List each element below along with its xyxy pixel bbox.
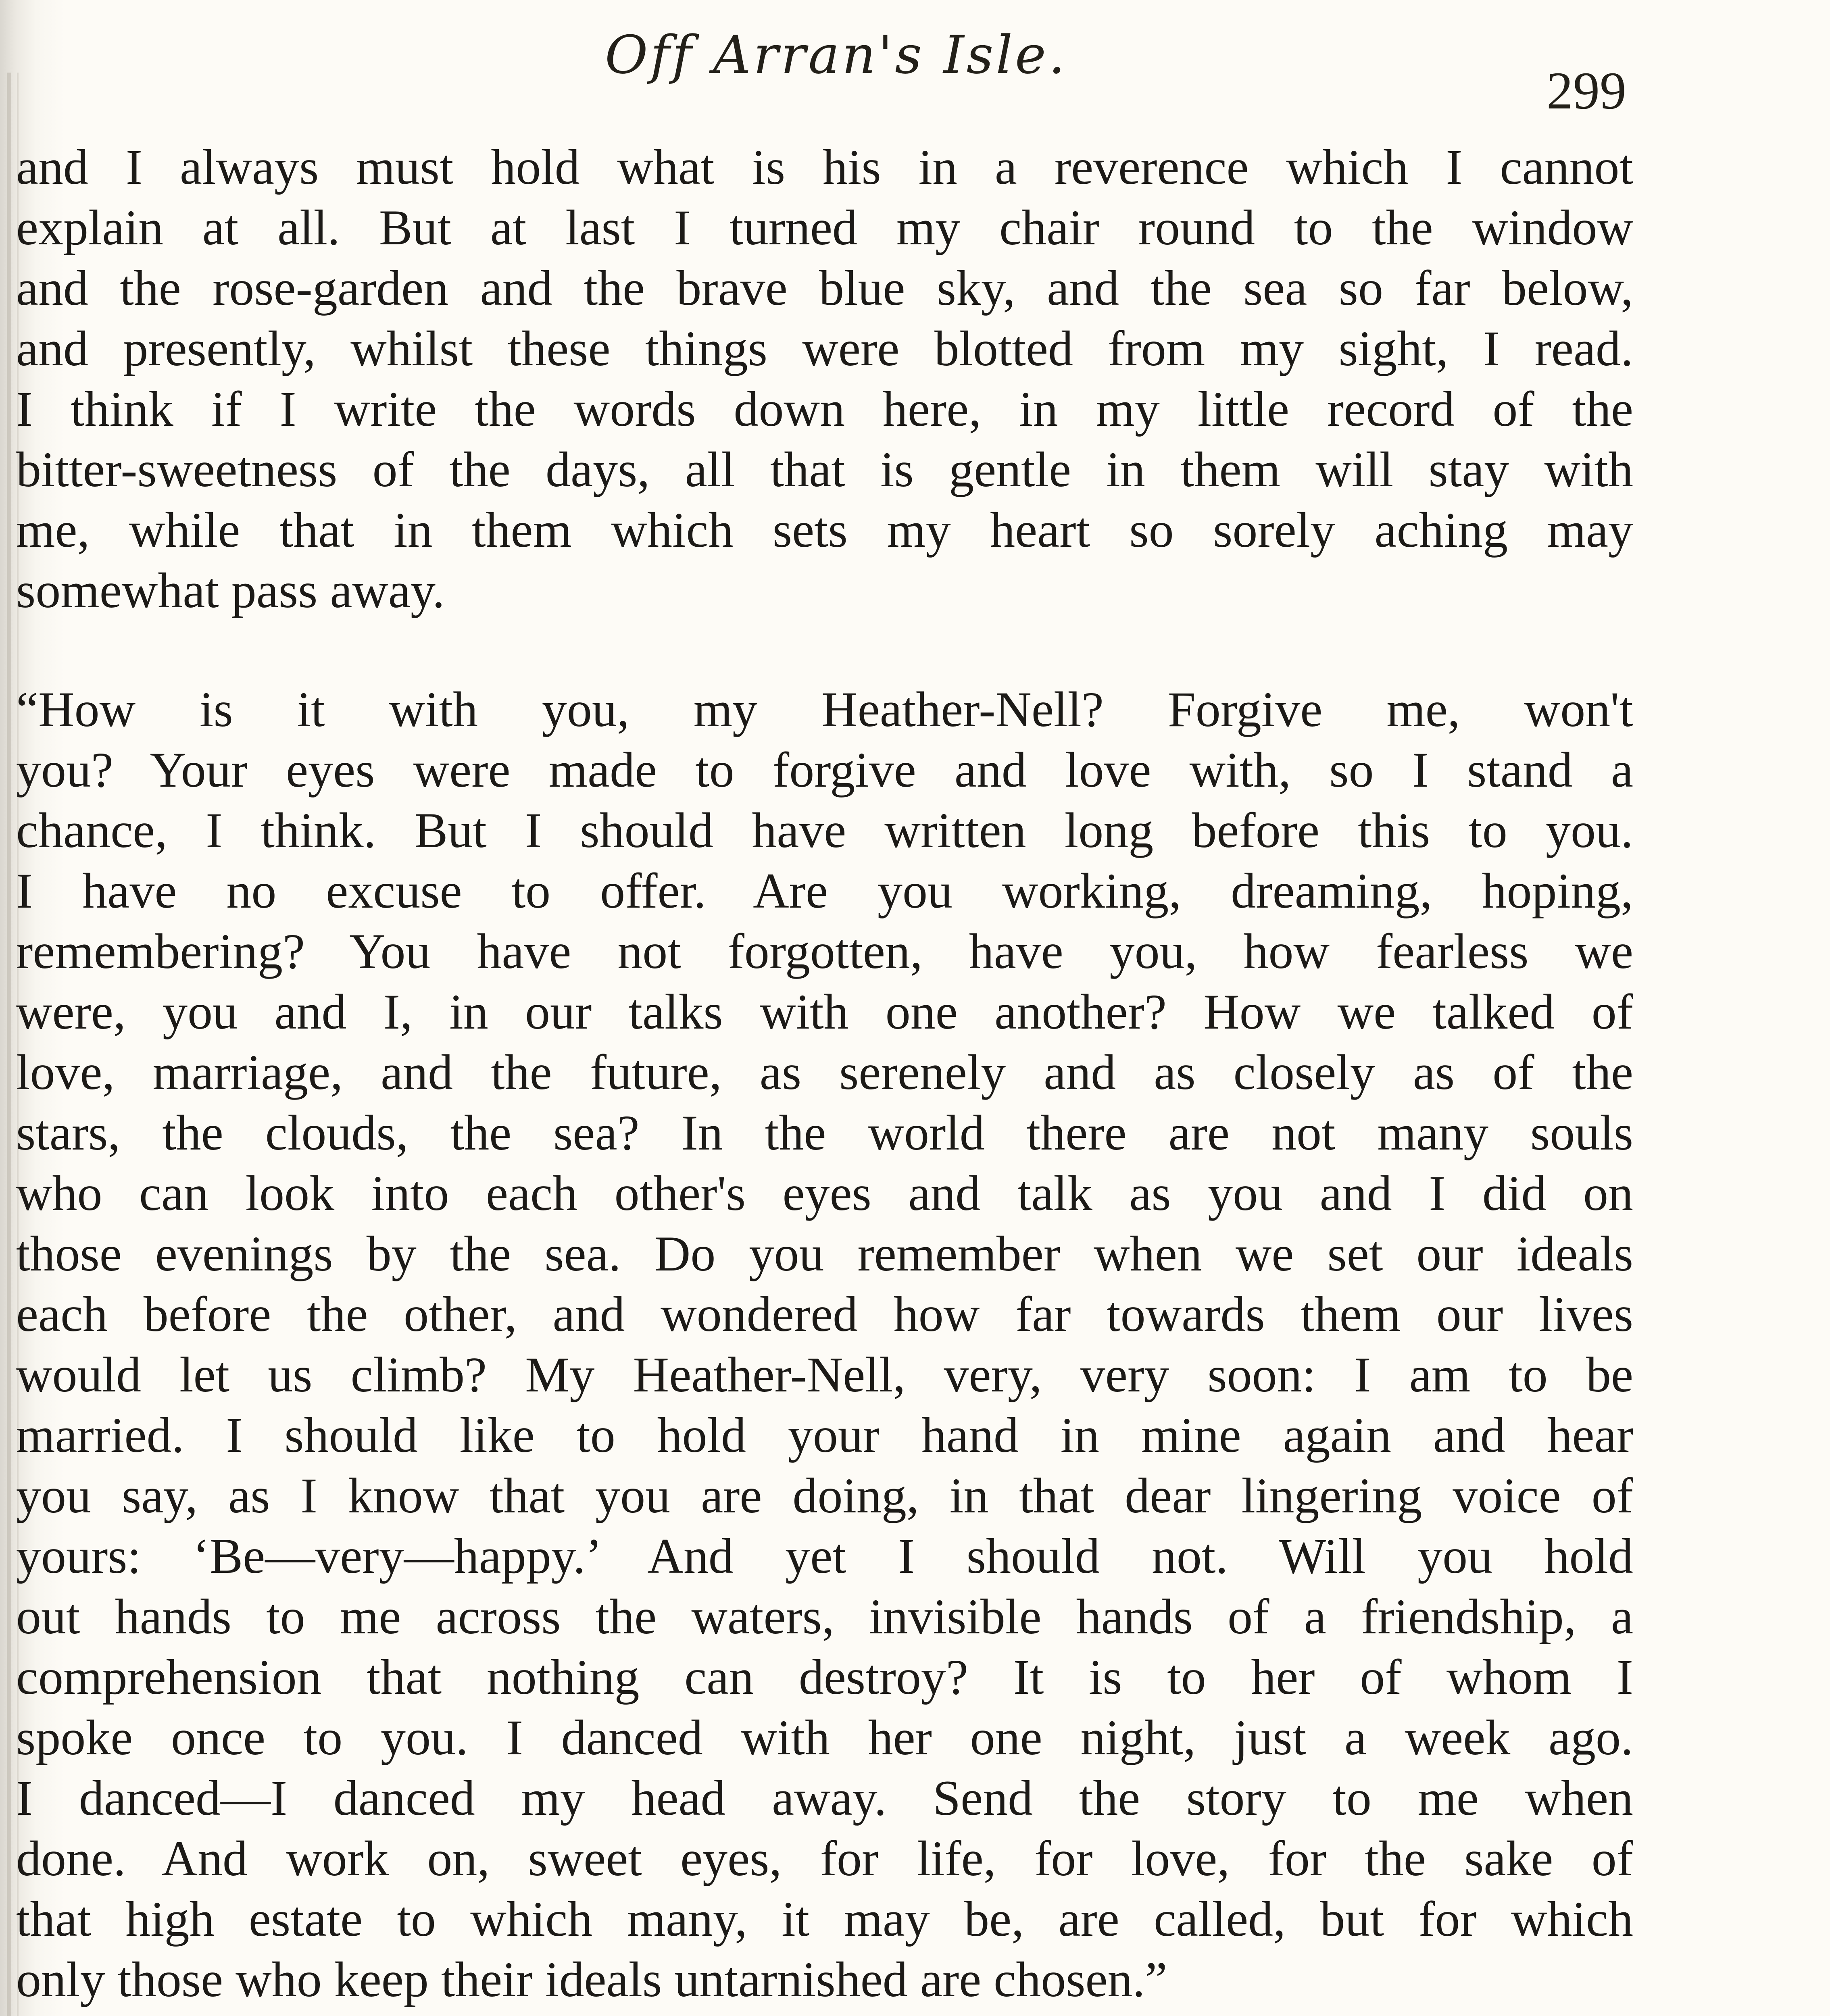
letter-line: that high estate to which many, it may be, are called, but for which <box>16 1891 1633 1947</box>
text-line: I think if I write the words down here, in my little record of the <box>16 381 1633 437</box>
letter-line: married. I should like to hold your hand in mine again and hear <box>16 1408 1633 1463</box>
letter-line: who can look into each other's eyes and talk as you and I did on <box>16 1166 1633 1221</box>
letter-line: you? Your eyes were made to forgive and love with, so I stand a <box>16 742 1633 798</box>
paragraph-gap <box>16 2010 1633 2016</box>
text-line: and the rose-garden and the brave blue sky, and the sea so far below, <box>16 260 1633 316</box>
letter-line: would let us climb? My Heather-Nell, very, very soon: I am to be <box>16 1347 1633 1402</box>
letter-line: comprehension that nothing can destroy? It is to her of whom I <box>16 1649 1633 1705</box>
letter-line: love, marriage, and the future, as serenely and as closely as of the <box>16 1045 1633 1100</box>
text-line: me, while that in them which sets my heart so sorely aching may <box>16 502 1633 558</box>
running-head: Off Arran's Isle. <box>605 24 1068 85</box>
letter-line: each before the other, and wondered how far towards them our lives <box>16 1287 1633 1342</box>
letter-line: only those who keep their ideals untarnished are chosen.” <box>16 1952 1167 2007</box>
letter-line: remembering? You have not forgotten, have you, how fearless we <box>16 924 1633 979</box>
letter-line: were, you and I, in our talks with one another? How we talked of <box>16 984 1633 1039</box>
paragraph-gap <box>16 621 1633 679</box>
letter-line: chance, I think. But I should have written long before this to you. <box>16 803 1633 858</box>
text-line: bitter-sweetness of the days, all that is gentle in them will stay with <box>16 442 1633 497</box>
letter-line: “How is it with you, my Heather-Nell? Forgive me, won't <box>16 682 1633 737</box>
letter-line: those evenings by the sea. Do you remember when we set our ideals <box>16 1226 1633 1281</box>
text-line: somewhat pass away. <box>16 563 445 618</box>
letter-line: I danced—I danced my head away. Send the story to me when <box>16 1770 1633 1826</box>
letter-line: you say, as I know that you are doing, in that dear lingering voice of <box>16 1468 1633 1523</box>
letter-line: spoke once to you. I danced with her one night, just a week ago. <box>16 1710 1633 1765</box>
page-gutter-shadow <box>7 73 11 2016</box>
text-line: and presently, whilst these things were blotted from my sight, I read. <box>16 321 1633 376</box>
page-number: 299 <box>1547 61 1626 120</box>
text-line: and I always must hold what is his in a reverence which I cannot <box>16 140 1633 195</box>
text-line: explain at all. But at last I turned my chair round to the window <box>16 200 1633 255</box>
letter-line: done. And work on, sweet eyes, for life, for love, for the sake of <box>16 1831 1633 1886</box>
body-text <box>16 137 1633 2016</box>
letter-line: I have no excuse to offer. Are you working, dreaming, hoping, <box>16 863 1633 918</box>
letter-line: stars, the clouds, the sea? In the world there are not many souls <box>16 1105 1633 1160</box>
letter-line: out hands to me across the waters, invisible hands of a friendship, a <box>16 1589 1633 1644</box>
letter-line: yours: ‘Be—very—happy.’ And yet I should not. Will you hold <box>16 1529 1633 1584</box>
